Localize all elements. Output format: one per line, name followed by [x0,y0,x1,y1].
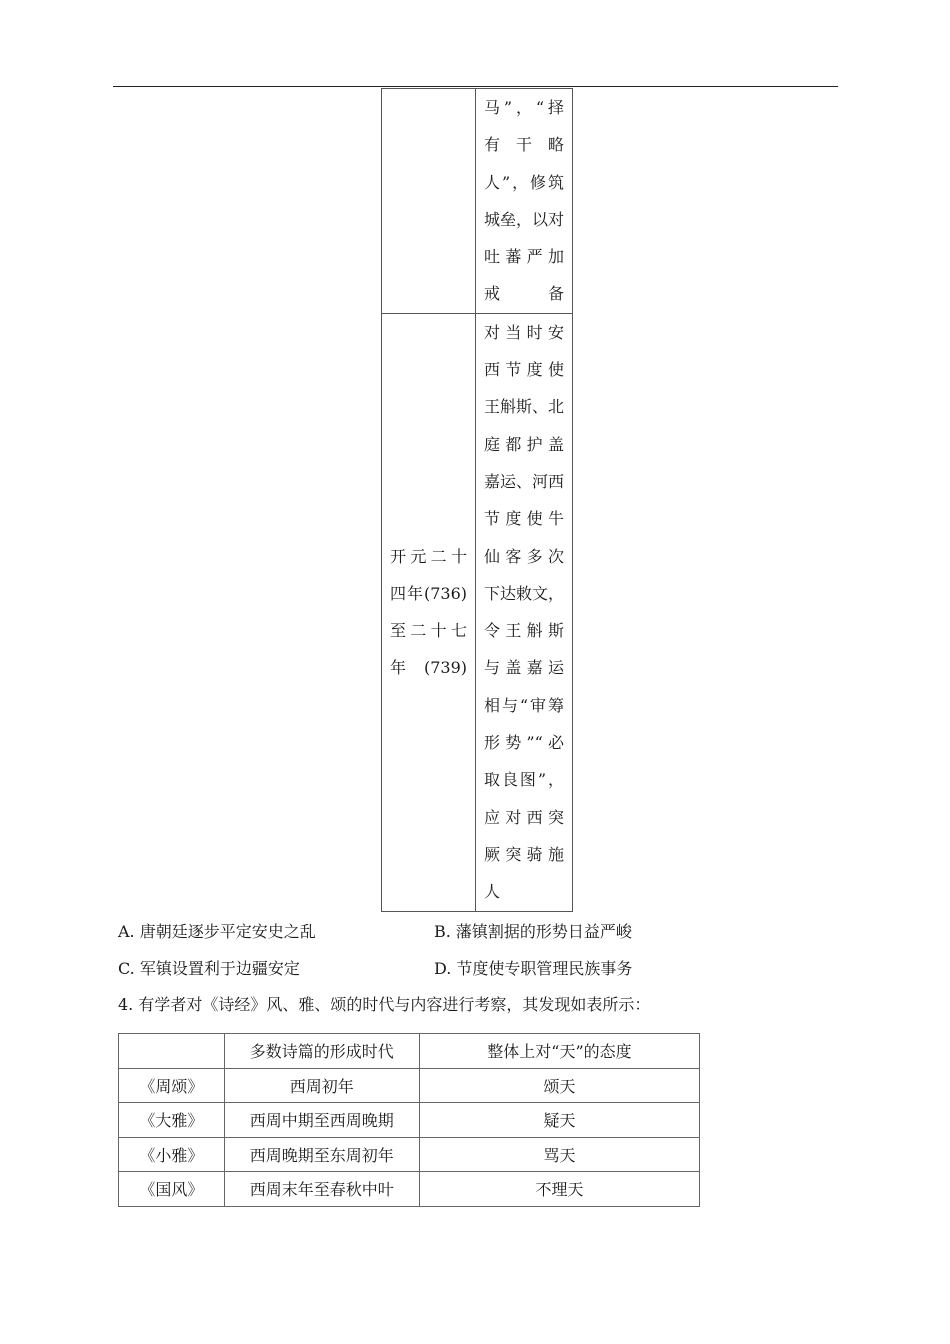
option-b[interactable]: B. 藩镇割据的形势日益严峻 [434,922,632,941]
cell-text-line: 开元二十 [390,546,467,566]
table-cell: 《周颂》 [119,1068,225,1103]
option-c[interactable]: C. 军镇设置利于边疆安定 [118,959,300,978]
table-cell: 骂天 [419,1137,699,1172]
header-cell: 多数诗篇的形成时代 [224,1034,419,1069]
cell-text-line: 人”，修筑 [484,172,565,192]
cell-text-line: 取良图”， [484,770,565,790]
period-cell [382,313,476,911]
cell-text-line: 对当时安 [484,322,565,342]
cell-text-line: 四年(736) [390,583,467,603]
table-row [119,1103,700,1138]
table-row [119,1068,700,1103]
table-cell: 西周晚期至东周初年 [224,1137,419,1172]
cell-text-line: 令王斛斯 [484,621,565,641]
cell-text-line: 节度使牛 [484,509,565,529]
period-cell [382,89,476,314]
table-cell: 西周中期至西周晚期 [224,1103,419,1138]
cell-text-line: 应对西突 [484,807,565,827]
header-rule [113,86,838,87]
table-cell: 不理天 [419,1172,699,1207]
cell-text-line: 仙客多次 [484,546,565,566]
content-cell [476,313,573,911]
cell-text-line: 吐蕃严加 [484,247,565,267]
table-cell: 《大雅》 [119,1103,225,1138]
table-row [382,89,573,314]
cell-text-line: 庭都护盖 [484,434,565,454]
cell-text-line: 形势”“必 [484,733,565,753]
cell-text-line: 相与“审筹 [484,695,565,715]
cell-text-line: 有 干 略 [484,135,565,155]
cell-text-line: 戒备 [484,284,565,304]
content-cell [476,89,573,314]
cell-text-line: 城垒，以对 [484,209,565,229]
header-cell: 整体上对“天”的态度 [419,1034,699,1069]
table-cell: 疑天 [419,1103,699,1138]
option-d[interactable]: D. 节度使专职管理民族事务 [434,959,633,978]
cell-text-line: 王斛斯、北 [484,397,565,417]
table-row [119,1172,700,1207]
table-cell: 西周初年 [224,1068,419,1103]
table-cell: 《国风》 [119,1172,225,1207]
cell-text-line: 西节度使 [484,360,565,380]
cell-text-line: 与盖嘉运 [484,658,565,678]
cell-text-line: 下达敕文， [484,583,565,603]
cell-text-line: 嘉运、河西 [484,471,565,491]
timeline-table [381,88,573,912]
table-row [382,313,573,911]
table-header-row [119,1034,700,1069]
cell-text-line: 至二十七 [390,621,467,641]
question-4-stem: 4. 有学者对《诗经》风、雅、颂的时代与内容进行考察，其发现如表所示： [118,995,651,1014]
cell-text-line: 年(739) [390,658,467,678]
table-cell: 颂天 [419,1068,699,1103]
shijing-table [118,1033,700,1207]
cell-text-line: 人 [484,882,501,902]
cell-text-line: 厥突骑施 [484,844,565,864]
table-cell: 西周末年至春秋中叶 [224,1172,419,1207]
header-cell [119,1034,225,1069]
cell-text-line: 马”，“择 [484,98,565,117]
table-row [119,1137,700,1172]
table-cell: 《小雅》 [119,1137,225,1172]
option-a[interactable]: A. 唐朝廷逐步平定安史之乱 [118,922,316,941]
